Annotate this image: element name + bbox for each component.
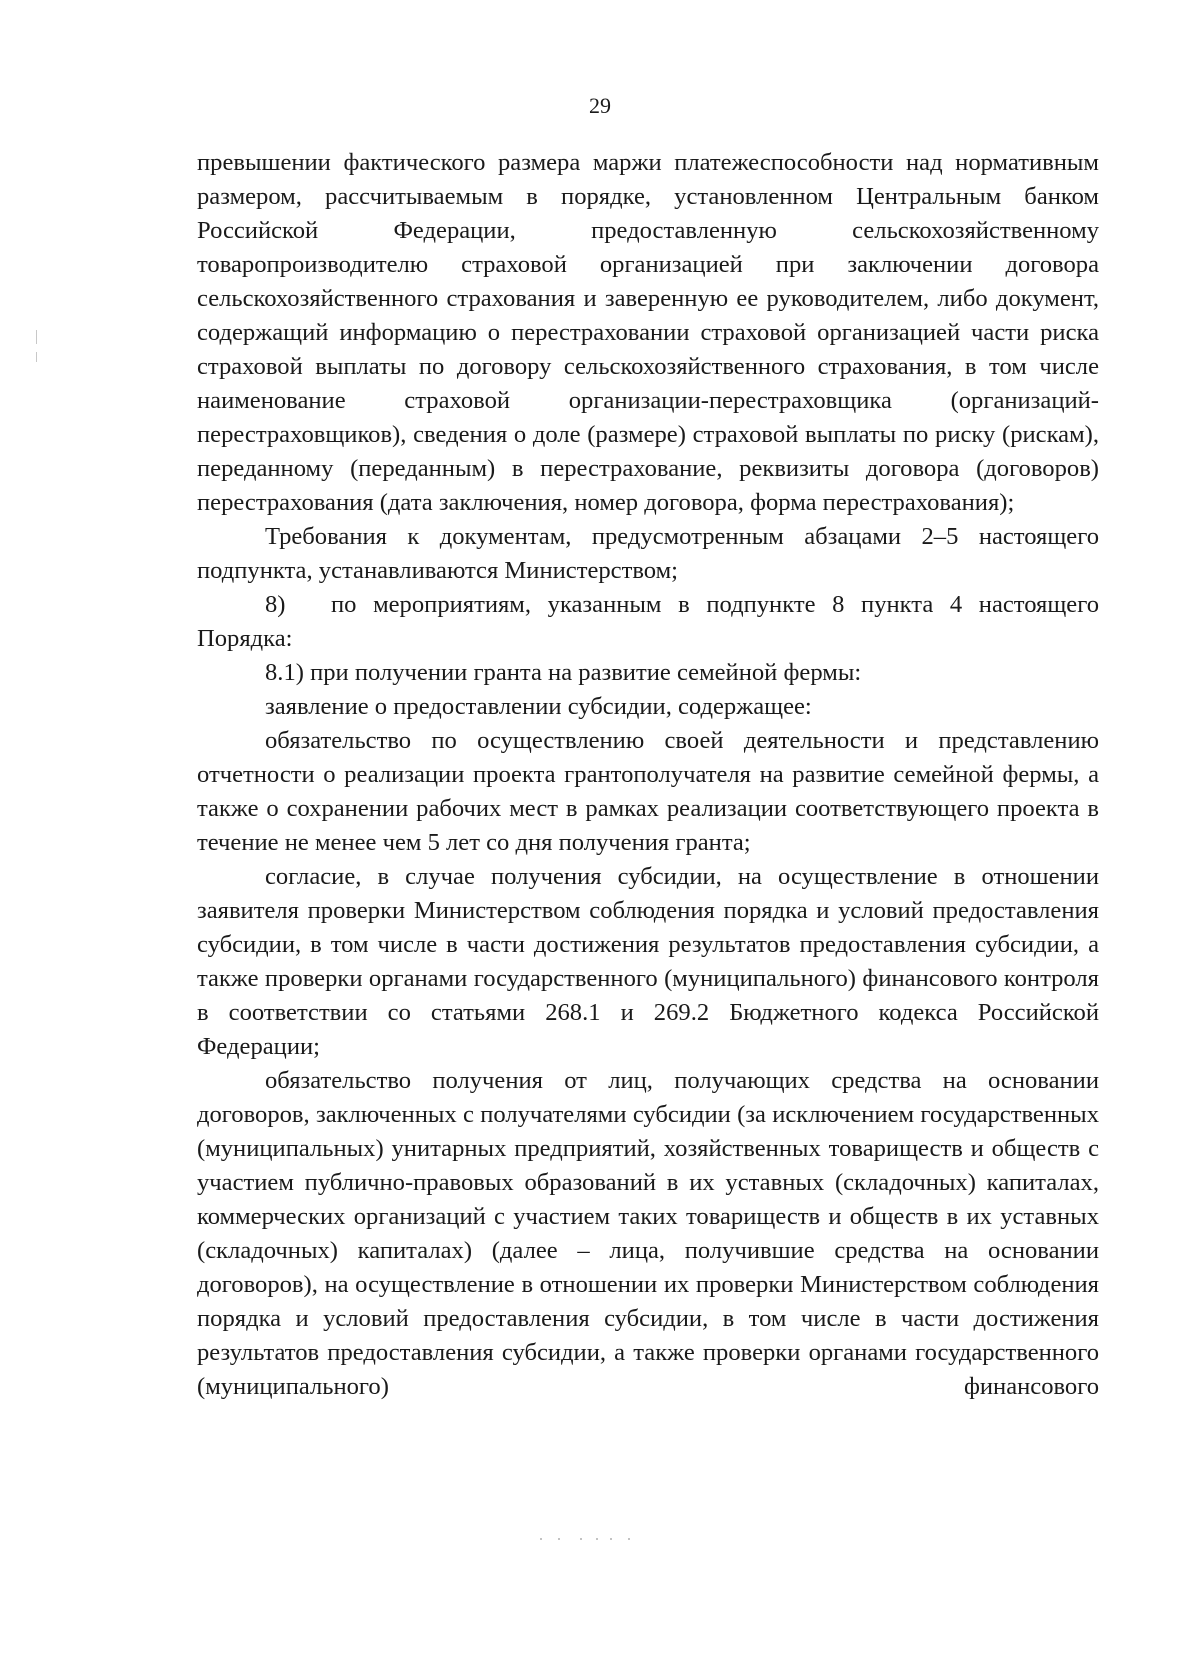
page-number: 29 [589,93,611,118]
paragraph-item-8 [197,588,1099,656]
list-marker: 8) [265,591,286,618]
paragraph-obligation-activity: обязательство по осуществлению своей деятельности и представлению отчетности о реализации проекта грантополучателя на развитие семейной фермы, а также о сохранении рабочих мест в рамках реализации соответствующего проекта в течение не менее чем 5 лет со дня получения гранта; [197,727,1099,856]
paragraph-item-8-1: 8.1) при получении гранта на развитие семейной фермы: [265,659,862,686]
paragraph-continuation: превышении фактического размера маржи платежеспособности над нормативным размером, рассчитываемым в порядке, установленном Центральным банком Российской Федерации, предоставленную сельскохозяйственному товаропроизводителю страховой организацией при заключении договора сельскохозяйственного страхования и заверенную ее руководителем, либо документ, содержащий информацию о перестраховании страховой организацией части риска страховой выплаты по договору сельскохозяйственного страхования, в том числе наименование страховой организации-перестраховщика (организаций-перестраховщиков), сведения о доле (размере) страховой выплаты по риску (рискам), переданному (переданным) в перестрахование, реквизиты договора (договоров) перестрахования (дата заключения, номер договора, форма перестрахования); [197,149,1099,516]
scan-edge-mark [36,330,37,344]
paragraph-requirements: Требования к документам, предусмотренным абзацами 2–5 настоящего подпункта, устанавливаются Министерством; [197,523,1099,584]
paragraph-consent: согласие, в случае получения субсидии, на осуществление в отношении заявителя проверки Министерством соблюдения порядка и условий предоставления субсидии, в том числе в части достижения результатов предоставления субсидии, а также проверки органами государственного (муниципального) финансового контроля в соответствии со статьями 268.1 и 269.2 Бюджетного кодекса Российской Федерации; [197,863,1099,1060]
paragraph-application: заявление о предоставлении субсидии, содержащее: [265,693,812,720]
item-8-text: по мероприятиям, указанным в подпункте 8 пункта 4 настоящего Порядка: [197,591,1099,652]
paragraph-obligation-receipt: обязательство получения от лиц, получающих средства на основании договоров, заключенных с получателями субсидии (за исключением государственных (муниципальных) унитарных предприятий, хозяйственных товариществ и обществ с участием публично-правовых образований в их уставных (складочных) капиталах, коммерческих организаций с участием таких товариществ и обществ в их уставных (складочных) капиталах) (далее – лица, получившие средства на основании договоров), на осуществление в отношении их проверки Министерством соблюдения порядка и условий предоставления субсидии, в том числе в части достижения результатов предоставления субсидии, а также проверки органами государственного (муниципального) финансового [197,1067,1099,1400]
body-text [197,146,1099,1404]
scan-specks [540,1538,660,1544]
scan-edge-mark [36,352,37,362]
